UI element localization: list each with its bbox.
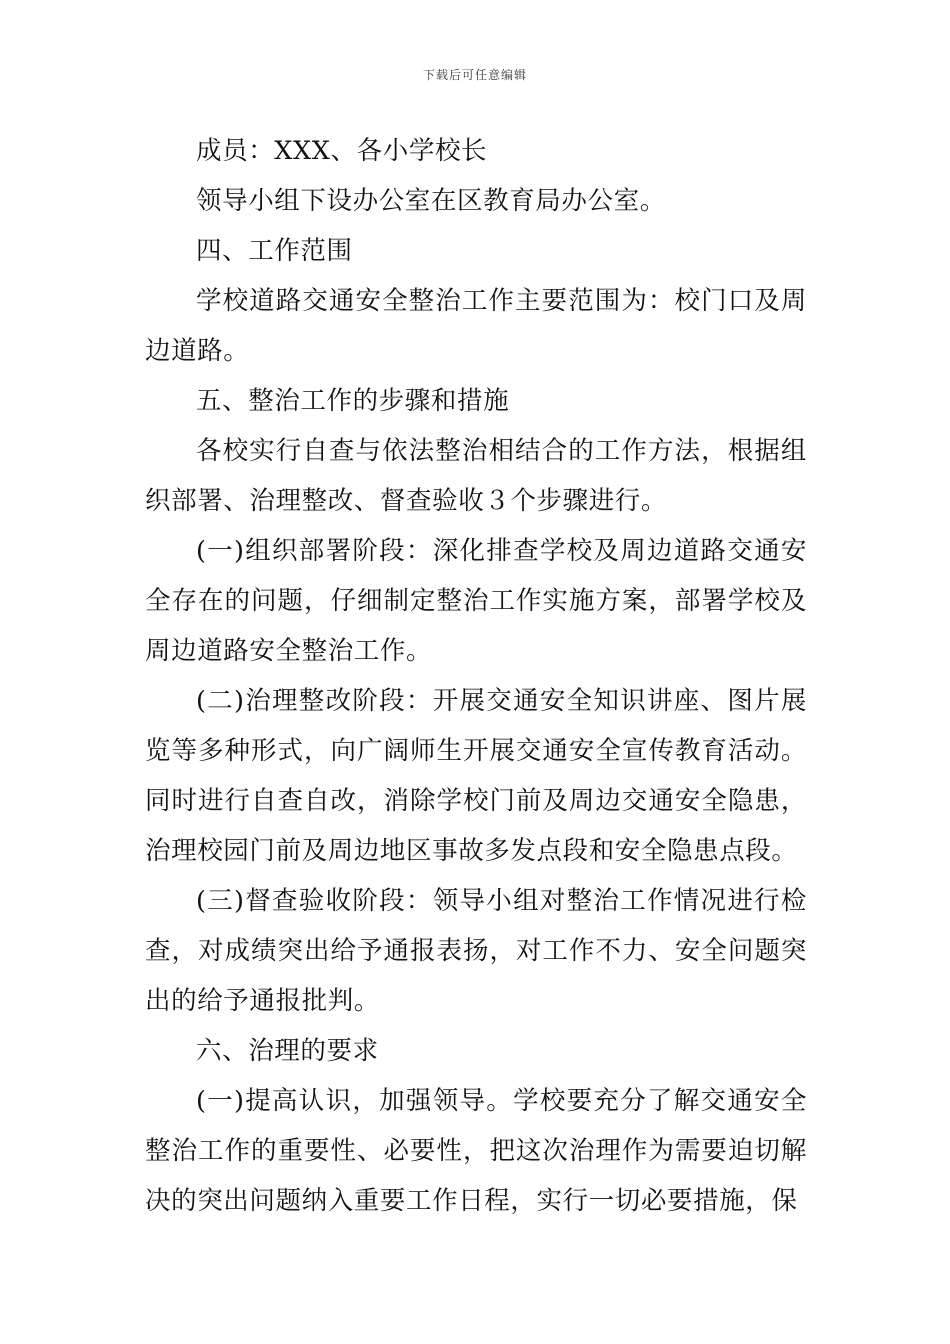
document-body — [145, 126, 807, 1226]
paragraph-scope: 学校道路交通安全整治工作主要范围为：校门口及周边道路。 — [145, 286, 807, 366]
paragraph-stage-1: (一)组织部署阶段：深化排查学校及周边道路交通安全存在的问题，仔细制定整治工作实施方案，部署学校及周边道路安全整治工作。 — [145, 536, 807, 666]
heading-work-scope: 四、工作范围 — [196, 236, 353, 266]
paragraph-stage-3: (三)督查验收阶段：领导小组对整治工作情况进行检查，对成绩突出给予通报表扬，对工作不力、安全问题突出的给予通报批判。 — [145, 886, 807, 1016]
paragraph-method: 各校实行自查与依法整治相结合的工作方法，根据组织部署、治理整改、督查验收３个步骤进行。 — [145, 436, 807, 516]
paragraph-requirement-1: (一)提高认识，加强领导。学校要充分了解交通安全整治工作的重要性、必要性，把这次治理作为需要迫切解决的突出问题纳入重要工作日程，实行一切必要措施，保 — [145, 1086, 807, 1216]
heading-steps-measures: 五、整治工作的步骤和措施 — [196, 386, 510, 416]
heading-requirements: 六、治理的要求 — [196, 1036, 379, 1066]
page-header-note: 下载后可任意编辑 — [422, 68, 527, 82]
paragraph-members: 成员：XXX、各小学校长 — [196, 136, 488, 166]
paragraph-office: 领导小组下设办公室在区教育局办公室。 — [196, 186, 666, 216]
paragraph-stage-2: (二)治理整改阶段：开展交通安全知识讲座、图片展览等多种形式，向广阔师生开展交通安全宣传教育活动。同时进行自查自改，消除学校门前及周边交通安全隐患，治理校园门前及周边地区事故多发点段和安全隐患点段。 — [145, 686, 807, 866]
